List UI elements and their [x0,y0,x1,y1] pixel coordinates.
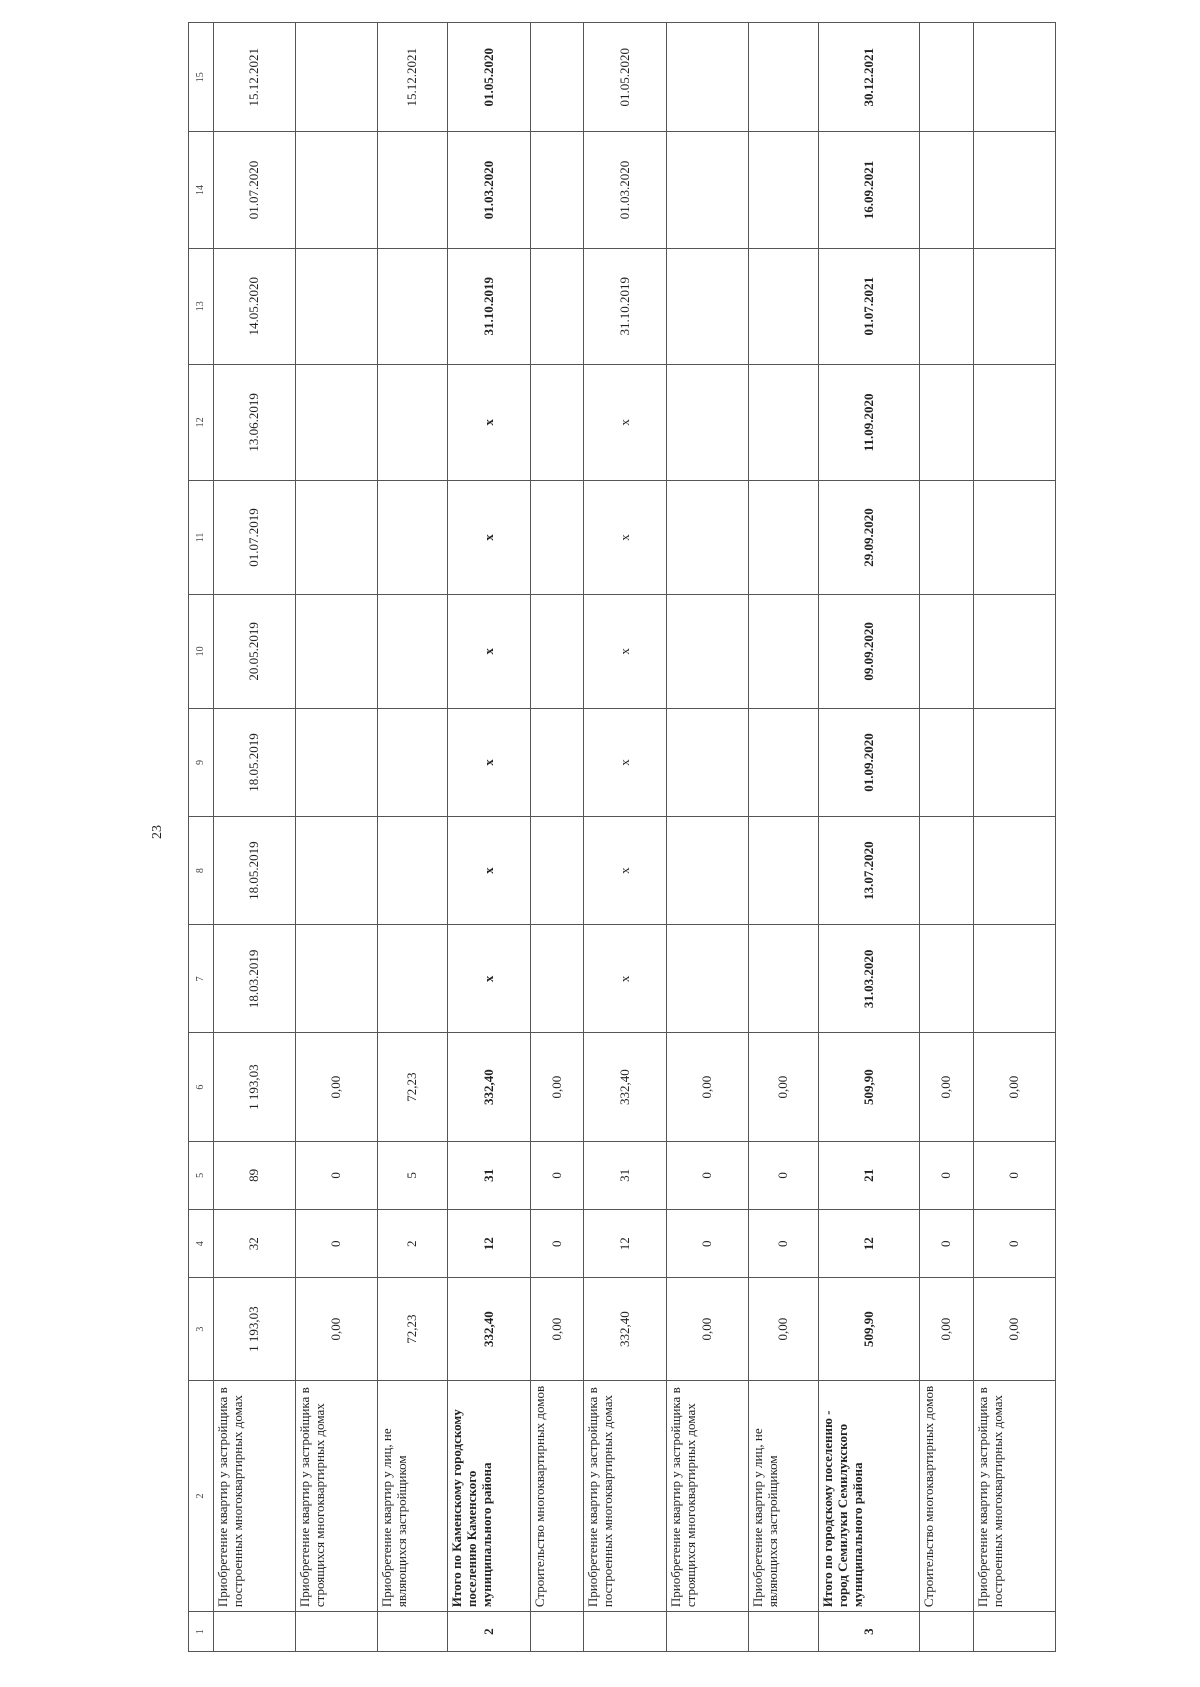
row-index-cell [920,1612,974,1652]
header-cell: 4 [189,1210,214,1278]
value-cell: 31 [448,1141,530,1209]
value-cell: x [584,364,666,480]
row-description-cell: Приобретение квартир у застройщика в построенных многоквартирных домах [213,1380,295,1611]
value-cell [973,817,1055,925]
value-cell [920,481,974,595]
header-cell: 14 [189,132,214,248]
table-row [296,23,378,1652]
value-cell: 0 [666,1210,748,1278]
value-cell: 509,90 [819,1278,920,1381]
value-cell: 29.09.2020 [819,481,920,595]
data-table [188,22,1056,1652]
value-cell: 332,40 [448,1278,530,1381]
header-cell: 2 [189,1380,214,1611]
value-cell: 01.05.2020 [448,23,530,132]
row-description-cell: Итого по Каменскому городскому поселению Каменского муниципального района [448,1380,530,1611]
value-cell: x [448,708,530,816]
value-cell [666,248,748,364]
header-cell: 3 [189,1278,214,1381]
value-cell: 15.12.2021 [213,23,295,132]
value-cell [378,132,448,248]
row-index-cell: 2 [448,1612,530,1652]
value-cell: 30.12.2021 [819,23,920,132]
value-cell: 01.09.2020 [819,708,920,816]
rotated-table-container [188,22,1056,1652]
value-cell: 12 [584,1210,666,1278]
value-cell: x [584,708,666,816]
value-cell [666,364,748,480]
value-cell: 0 [973,1210,1055,1278]
value-cell: 31 [584,1141,666,1209]
value-cell: 0,00 [749,1278,819,1381]
value-cell: x [584,817,666,925]
value-cell: 0,00 [973,1033,1055,1141]
value-cell: 09.09.2020 [819,594,920,708]
value-cell: 01.07.2021 [819,248,920,364]
row-index-cell [296,1612,378,1652]
value-cell: x [584,594,666,708]
row-description-cell: Строительство многоквартирных домов [920,1380,974,1611]
page-number: 23 [150,825,165,839]
table-row [973,23,1055,1652]
value-cell: 332,40 [584,1033,666,1141]
value-cell: 0,00 [666,1033,748,1141]
value-cell: 31.10.2019 [584,248,666,364]
value-cell: 0,00 [920,1278,974,1381]
value-cell [920,248,974,364]
value-cell: x [448,925,530,1033]
table-row [378,23,448,1652]
value-cell [749,925,819,1033]
header-cell: 10 [189,594,214,708]
value-cell [920,132,974,248]
value-cell [530,364,584,480]
value-cell [378,594,448,708]
value-cell: 18.05.2019 [213,708,295,816]
value-cell [296,481,378,595]
value-cell: x [448,594,530,708]
value-cell [530,708,584,816]
table-row [819,23,920,1652]
value-cell [378,708,448,816]
value-cell: 0,00 [296,1033,378,1141]
value-cell [378,817,448,925]
header-cell: 15 [189,23,214,132]
value-cell: 14.05.2020 [213,248,295,364]
value-cell [749,364,819,480]
value-cell [749,594,819,708]
value-cell [749,481,819,595]
value-cell [530,817,584,925]
value-cell: 1 193,03 [213,1033,295,1141]
value-cell: 01.05.2020 [584,23,666,132]
value-cell [378,364,448,480]
value-cell: 0 [920,1141,974,1209]
value-cell: 0,00 [530,1033,584,1141]
value-cell [920,23,974,132]
value-cell: 0,00 [530,1278,584,1381]
row-index-cell [973,1612,1055,1652]
value-cell [530,594,584,708]
value-cell [666,594,748,708]
value-cell [920,364,974,480]
value-cell [296,23,378,132]
value-cell: 0,00 [296,1278,378,1381]
value-cell: x [448,817,530,925]
value-cell: 0 [749,1210,819,1278]
value-cell [749,817,819,925]
value-cell: 15.12.2021 [378,23,448,132]
value-cell: 89 [213,1141,295,1209]
value-cell: x [448,364,530,480]
value-cell [920,817,974,925]
value-cell [666,481,748,595]
value-cell [749,248,819,364]
value-cell: 0 [920,1210,974,1278]
row-index-cell [666,1612,748,1652]
row-index-cell [213,1612,295,1652]
value-cell: 01.07.2020 [213,132,295,248]
value-cell: x [448,481,530,595]
value-cell [666,708,748,816]
value-cell [296,708,378,816]
value-cell [378,925,448,1033]
value-cell: 0 [296,1141,378,1209]
row-description-cell: Приобретение квартир у лиц, не являющихся застройщиком [378,1380,448,1611]
table-row [584,23,666,1652]
value-cell [749,23,819,132]
value-cell: 01.07.2019 [213,481,295,595]
value-cell [296,248,378,364]
value-cell [296,364,378,480]
header-cell: 6 [189,1033,214,1141]
header-cell: 7 [189,925,214,1033]
row-description-cell: Строительство многоквартирных домов [530,1380,584,1611]
header-cell: 9 [189,708,214,816]
table-row [749,23,819,1652]
value-cell: 21 [819,1141,920,1209]
value-cell [666,132,748,248]
value-cell [973,364,1055,480]
value-cell [296,817,378,925]
value-cell [666,23,748,132]
value-cell: 01.03.2020 [448,132,530,248]
value-cell: 31.10.2019 [448,248,530,364]
row-description-cell: Приобретение квартир у лиц, не являющихся застройщиком [749,1380,819,1611]
value-cell [920,594,974,708]
value-cell: 0,00 [973,1278,1055,1381]
value-cell: x [584,481,666,595]
value-cell: 12 [448,1210,530,1278]
header-row [189,23,214,1652]
value-cell [973,925,1055,1033]
value-cell [973,23,1055,132]
value-cell [973,708,1055,816]
value-cell: 16.09.2021 [819,132,920,248]
table-row [530,23,584,1652]
value-cell [973,248,1055,364]
header-cell: 8 [189,817,214,925]
row-index-cell [584,1612,666,1652]
value-cell [296,594,378,708]
table-row [448,23,530,1652]
header-cell: 5 [189,1141,214,1209]
row-description-cell: Приобретение квартир у застройщика в построенных многоквартирных домах [973,1380,1055,1611]
value-cell: 18.03.2019 [213,925,295,1033]
value-cell [530,132,584,248]
value-cell: 0 [973,1141,1055,1209]
value-cell: 72,23 [378,1278,448,1381]
value-cell: 20.05.2019 [213,594,295,708]
value-cell: 332,40 [448,1033,530,1141]
value-cell [666,817,748,925]
header-cell: 12 [189,364,214,480]
value-cell [530,925,584,1033]
value-cell [296,925,378,1033]
value-cell [920,708,974,816]
value-cell [749,132,819,248]
value-cell [378,481,448,595]
row-index-cell [749,1612,819,1652]
header-cell: 1 [189,1612,214,1652]
row-index-cell [378,1612,448,1652]
row-description-cell: Итого по городскому поселению - город Семилуки Семилукского муниципального района [819,1380,920,1611]
value-cell: 0 [530,1141,584,1209]
row-description-cell: Приобретение квартир у застройщика в строящихся многоквартирных домах [296,1380,378,1611]
value-cell: 2 [378,1210,448,1278]
table-row [213,23,295,1652]
row-description-cell: Приобретение квартир у застройщика в строящихся многоквартирных домах [666,1380,748,1611]
value-cell: 0 [530,1210,584,1278]
header-cell: 13 [189,248,214,364]
value-cell: 0,00 [920,1033,974,1141]
value-cell: 31.03.2020 [819,925,920,1033]
value-cell: 0 [749,1141,819,1209]
value-cell [378,248,448,364]
value-cell: 18.05.2019 [213,817,295,925]
value-cell: 509,90 [819,1033,920,1141]
value-cell: 5 [378,1141,448,1209]
value-cell [296,132,378,248]
table-row [920,23,974,1652]
value-cell [973,132,1055,248]
value-cell [749,708,819,816]
value-cell: 0 [296,1210,378,1278]
value-cell [530,248,584,364]
table-row [666,23,748,1652]
value-cell: 12 [819,1210,920,1278]
value-cell: 1 193,03 [213,1278,295,1381]
value-cell: 13.06.2019 [213,364,295,480]
header-cell: 11 [189,481,214,595]
value-cell: 01.03.2020 [584,132,666,248]
value-cell: x [584,925,666,1033]
value-cell [973,481,1055,595]
value-cell [920,925,974,1033]
value-cell: 32 [213,1210,295,1278]
row-description-cell: Приобретение квартир у застройщика в построенных многоквартирных домах [584,1380,666,1611]
value-cell: 13.07.2020 [819,817,920,925]
value-cell [530,23,584,132]
row-index-cell [530,1612,584,1652]
value-cell: 0,00 [666,1278,748,1381]
value-cell: 0,00 [749,1033,819,1141]
value-cell: 72,23 [378,1033,448,1141]
value-cell: 0 [666,1141,748,1209]
value-cell [973,594,1055,708]
row-index-cell: 3 [819,1612,920,1652]
value-cell: 332,40 [584,1278,666,1381]
value-cell [530,481,584,595]
value-cell [666,925,748,1033]
value-cell: 11.09.2020 [819,364,920,480]
